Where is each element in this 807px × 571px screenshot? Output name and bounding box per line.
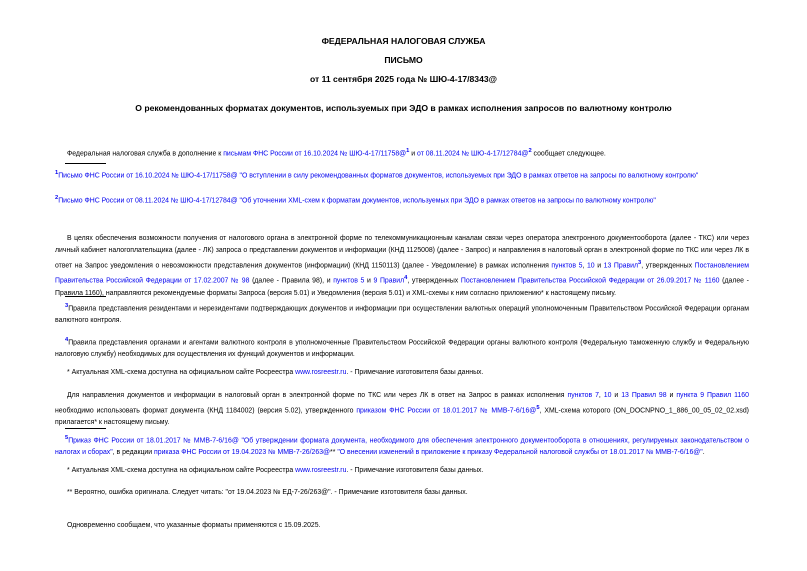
footnote-2 [55, 192, 656, 207]
paragraph-text: , XML-схема которого (ON_DOCNPNO_1_886_00_05_02_02.xsd) прилагается* к настоящему письму. [55, 407, 749, 427]
footnote-1 [55, 167, 698, 182]
footnote-ref-1[interactable]: 1 [406, 148, 410, 154]
link-postanovlenie-1160[interactable]: Постановлением Правительства Российской Федерации от 26.09.2017 № 1160 [460, 277, 720, 285]
footnote-mark-3: 3 [65, 303, 69, 309]
footnote-text: ** [330, 449, 338, 457]
note-text: . - Примечание изготовителя базы данных. [346, 369, 484, 376]
footnote-1-link[interactable]: Письмо ФНС России от 16.10.2024 № ШЮ-4-17/11758@ "О вступлении в силу рекомендованных форматов документов, используемых при ЭДО в рамках ответов на запросы по валютному контролю" [58, 172, 699, 180]
intro-text: и [409, 150, 418, 158]
paragraph-text: (далее - Правила 98), и [249, 277, 334, 285]
link-punkt-10[interactable]: 10 [586, 262, 595, 270]
link-postanovlenie-98[interactable]: Постановлением Правительства Российской Федерации от 17.02.2007 № 98 [55, 262, 749, 285]
footnote-mark-5: 5 [65, 435, 69, 441]
document-type: ПИСЬМО [384, 55, 423, 65]
note-text: . - Примечание изготовителя базы данных. [346, 467, 484, 474]
footnote-ref-4[interactable]: 4 [404, 275, 408, 282]
footnote-ref-2[interactable]: 2 [528, 148, 532, 154]
note-text: * Актуальная XML-схема доступна на официальном сайте Росреестра [67, 467, 296, 474]
paragraph-text: необходимо использовать формат документа (КНД 1184002) (версия 5.02), утвержденного [55, 407, 357, 415]
footnote-4 [55, 334, 749, 361]
intro-paragraph [67, 145, 606, 160]
main-paragraph-2 [55, 390, 749, 429]
footnote-5 [55, 432, 749, 459]
footnote-5-link-prikaz[interactable]: Приказ ФНС России от 18.01.2017 № ММВ-7-6/16@ "Об утверждении формата документа, необходимого для обеспечения электронного документооборота в отношениях, регулируемых законодательством о налогах и сборах" [55, 437, 749, 457]
document-date-number: от 11 сентября 2025 года № ШЮ-4-17/8343@ [309, 74, 498, 84]
paragraph-text: , утвержденных [641, 262, 695, 270]
footnote-ref-3[interactable]: 3 [638, 260, 642, 266]
paragraph-text: (далее - Правила 1160), направляются рекомендуемые форматы Запроса (версия 5.01) и Уведомления (версия 5.01) и XML-схемы к ним согласно приложению* к настоящему письму. [55, 277, 749, 297]
document-subject: О рекомендованных форматах документов, используемых при ЭДО в рамках исполнения запросов по валютному контролю [135, 103, 672, 113]
footnote-separator [65, 296, 106, 297]
footnote-mark-4: 4 [65, 337, 69, 343]
footnote-4-text: Правила представления органами и агентами валютного контроля в уполномоченные Правительством Российской Федерации органы валютного контроля (Федеральную таможенную службу и Федеральную налоговую службу) необходимых для осуществления их функций документов и информации. [55, 339, 749, 359]
paragraph-text: и [594, 262, 604, 270]
link-punkt-10-98[interactable]: 10 [603, 392, 612, 399]
link-letter-12784[interactable]: от 08.11.2024 № ШЮ-4-17/12784@ [417, 150, 529, 158]
footnote-separator [65, 163, 106, 164]
link-punkt-9-1160[interactable]: 9 Правил [373, 277, 405, 285]
footnote-3-text: Правила представления резидентами и нерезидентами подтверждающих документов и информации при осуществлении валютных операций уполномоченным Правительством Российской Федерации органам валютного контроля. [55, 305, 749, 325]
footnote-2-link[interactable]: Письмо ФНС России от 08.11.2024 № ШЮ-4-17/12784@ "Об уточнении XML-схем к форматам документов, используемых при ЭДО в рамках ответов на запросы по валютному контролю" [58, 197, 656, 205]
paragraph-text: и [666, 392, 677, 399]
editor-note-2 [67, 465, 483, 477]
intro-text: Федеральная налоговая служба в дополнение к [67, 150, 224, 158]
paragraph-text: , утвержденных [407, 277, 461, 285]
note-text: * Актуальная XML-схема доступна на официальном сайте Росреестра [67, 369, 296, 376]
link-letter-11758[interactable]: письмам ФНС России от 16.10.2024 № ШЮ-4-17/11758@ [223, 150, 407, 158]
link-punkt-13[interactable]: 13 Правил [603, 262, 639, 270]
paragraph-text: В целях обеспечения возможности получения от налогового органа в электронной форме по телекоммуникационным каналам связи через оператора электронного документооборота (далее - ТКС) или через личный кабинет налогоплательщика (далее - ЛК) запроса о представлении документов и информации (КНД 1125008) (далее - Запрос) и направления в налоговый орган в электронной форме по ТКС или через ЛК в ответ на Запрос уведомления о невозможности представления документов (информации) (КНД 1150113) (далее - Уведомление) в рамках исполнения [55, 235, 749, 270]
footnote-text: , в редакции [112, 449, 155, 457]
footnote-ref-5[interactable]: 5 [536, 405, 540, 411]
link-punkt-7[interactable]: пунктов 7 [567, 392, 599, 399]
agency-title: ФЕДЕРАЛЬНАЯ НАЛОГОВАЯ СЛУЖБА [321, 36, 486, 46]
footnote-mark-1: 1 [55, 170, 59, 176]
link-punkt-5-1160[interactable]: пунктов 5 [333, 277, 365, 285]
paragraph-text: , [582, 262, 587, 270]
paragraph-text: и [364, 277, 374, 285]
rosreestr-link[interactable]: www.rosreestr.ru [295, 467, 347, 474]
paragraph-text: Для направления документов и информации в налоговый орган в электронной форме по ТКС или через ЛК в ответ на Запрос в рамках исполнения [67, 392, 568, 399]
link-punkt-9-1160[interactable]: пункта 9 Правил 1160 [676, 392, 749, 399]
editor-note-1 [67, 367, 483, 379]
footnote-5-link-edition[interactable]: приказа ФНС России от 19.04.2023 № ММВ-7-26/263@ [154, 449, 331, 457]
link-punkt-5[interactable]: пунктов 5 [551, 262, 583, 270]
paragraph-text: и [611, 392, 622, 399]
link-punkt-13-98[interactable]: 13 Правил 98 [621, 392, 667, 399]
rosreestr-link[interactable]: www.rosreestr.ru [295, 369, 347, 376]
editor-note-3: ** Вероятно, ошибка оригинала. Следует читать: "от 19.04.2023 № ЕД-7-26/263@". - Примечание изготовителя базы данных. [67, 489, 468, 496]
paragraph-text: , [598, 392, 604, 399]
footnote-5-link-title[interactable]: "О внесении изменений в приложение к приказу Федеральной налоговой службы от 18.01.2017 № ММВ-7-6/16@" [337, 449, 703, 457]
closing-paragraph: Одновременно сообщаем, что указанные форматы применяются с 15.09.2025. [67, 522, 321, 529]
main-paragraph-1 [55, 233, 749, 300]
footnote-3 [55, 300, 749, 327]
footnote-mark-2: 2 [55, 195, 59, 201]
intro-text: сообщает следующее. [531, 150, 606, 158]
footnote-text: . [702, 449, 705, 457]
footnote-separator [65, 428, 106, 429]
link-prikaz-mmv-7-6-16[interactable]: приказом ФНС России от 18.01.2017 № ММВ-7-6/16@ [356, 407, 537, 415]
